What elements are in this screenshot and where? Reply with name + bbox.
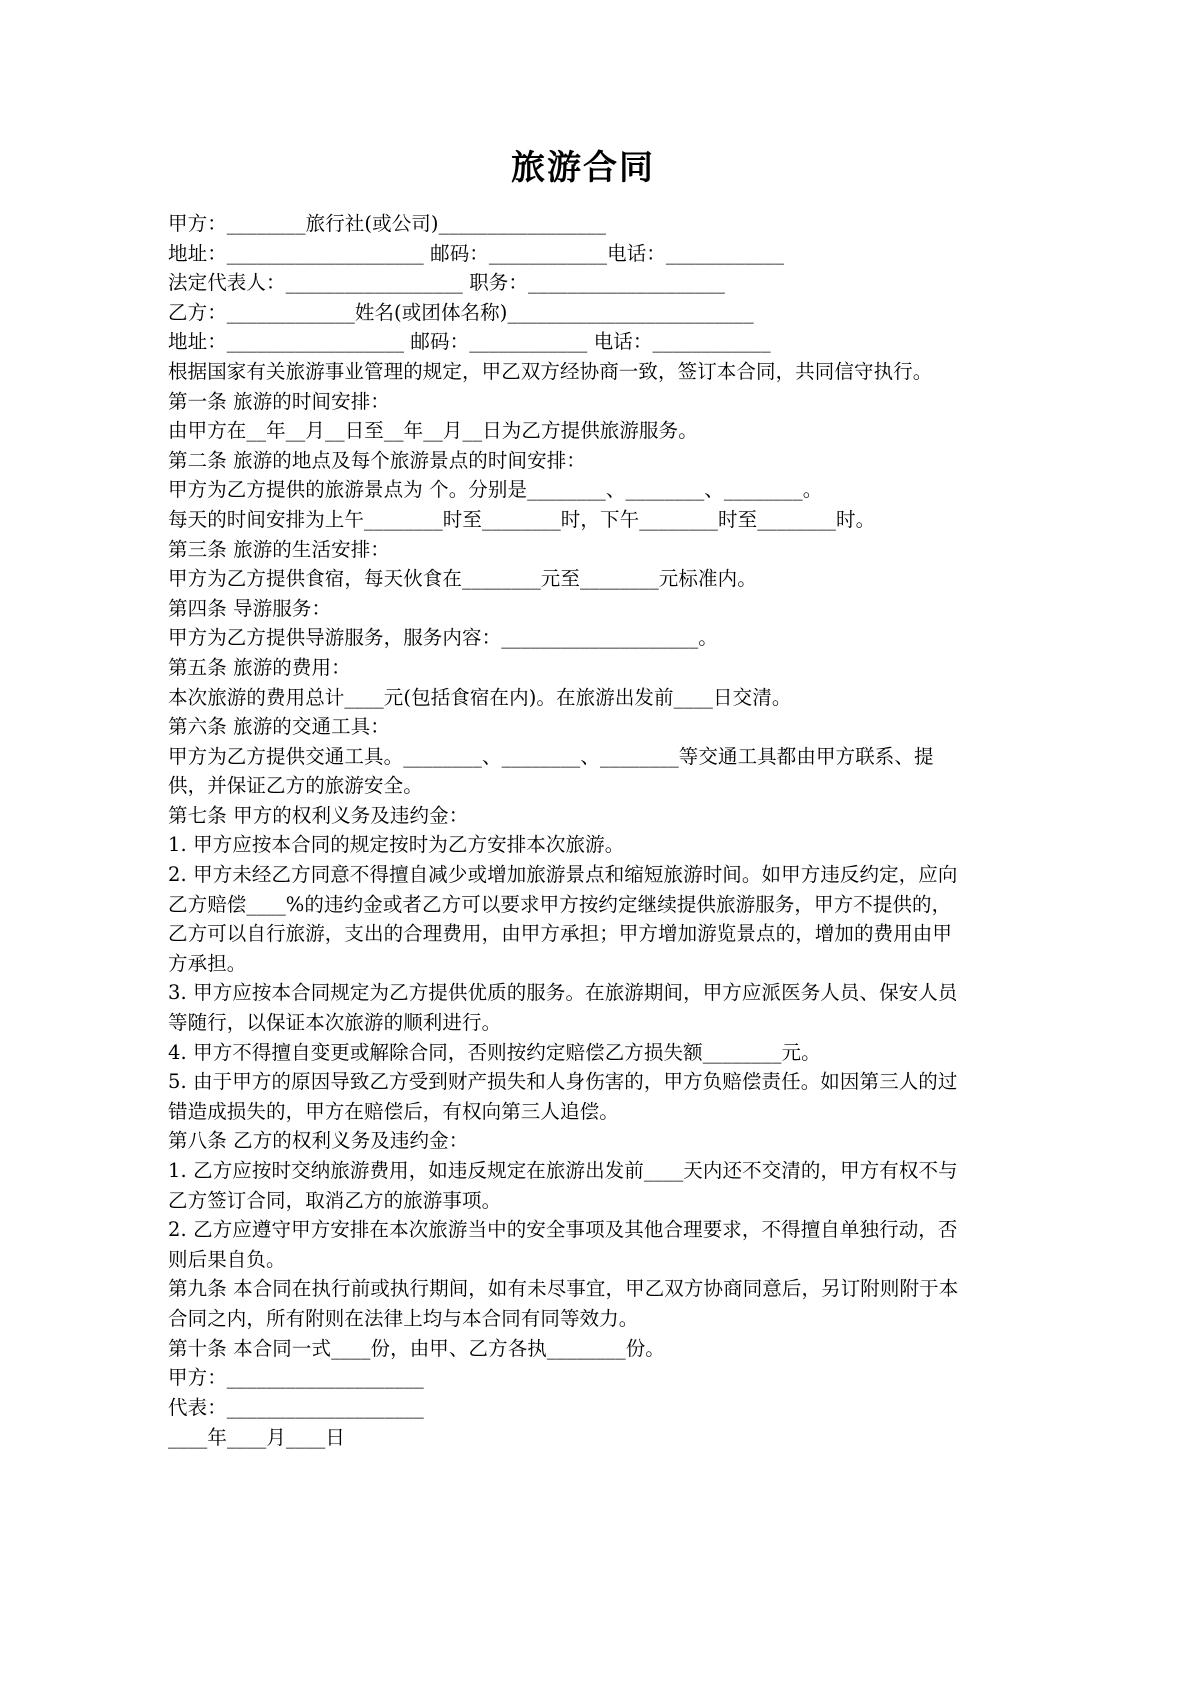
article-7-heading: 第七条 甲方的权利义务及违约金： bbox=[168, 803, 469, 827]
article-3-heading: 第三条 旅游的生活安排： bbox=[168, 537, 390, 561]
article-1-para-1: 由甲方在__年__月__日至__年__月__日为乙方提供旅游服务。 bbox=[168, 419, 698, 443]
article-9-heading: 第九条 本合同在执行前或执行期间，如有未尽事宜，甲乙双方协商同意后，另订附则附于本合同之内，所有附则在法律上均与本合同有同等效力。 bbox=[168, 1277, 959, 1330]
party-b-name-line: 乙方：_____________姓名(或团体名称)_________________________ bbox=[168, 300, 754, 324]
document-body bbox=[168, 145, 968, 1453]
article-7-item-4: 4. 甲方不得擅自变更或解除合同，否则按约定赔偿乙方损失额________元。 bbox=[168, 1040, 821, 1064]
party-a-name-line: 甲方：________旅行社(或公司)_________________ bbox=[168, 212, 607, 235]
article-6-heading: 第六条 旅游的交通工具： bbox=[168, 715, 390, 739]
article-2-heading: 第二条 旅游的地点及每个旅游景点的时间安排： bbox=[168, 448, 586, 472]
preamble: 根据国家有关旅游事业管理的规定，甲乙双方经协商一致，签订本合同，共同信守执行。 bbox=[168, 359, 933, 383]
page-title: 旅游合同 bbox=[511, 148, 655, 188]
article-8-item-2: 2. 乙方应遵守甲方安排在本次旅游当中的安全事项及其他合理要求，不得擅自单独行动，否则后果自负。 bbox=[168, 1218, 958, 1271]
article-8-item-1: 1. 乙方应按时交纳旅游费用，如违反规定在旅游出发前____天内还不交清的，甲方有权不与乙方签订合同，取消乙方的旅游事项。 bbox=[168, 1159, 958, 1212]
signature-representative: 代表：____________________ bbox=[168, 1396, 424, 1420]
article-4-heading: 第四条 导游服务： bbox=[168, 596, 332, 620]
article-7-item-3: 3. 甲方应按本合同规定为乙方提供优质的服务。在旅游期间，甲方应派医务人员、保安人员等随行，以保证本次旅游的顺利进行。 bbox=[168, 981, 958, 1035]
article-5-heading: 第五条 旅游的费用： bbox=[168, 655, 351, 679]
article-7-item-2: 2. 甲方未经乙方同意不得擅自减少或增加旅游景点和缩短旅游时间。如甲方违反约定，应向乙方赔偿____%的违约金或者乙方可以要求甲方按约定继续提供旅游服务，甲方不提供的，乙方可以自行旅游，支出的合理费用，由甲方承担；甲方增加游览景点的，增加的费用由甲方承担。 bbox=[168, 863, 958, 975]
article-5-para-1: 本次旅游的费用总计____元(包括食宿在内)。在旅游出发前____日交清。 bbox=[168, 685, 792, 709]
party-a-legal-rep-line: 法定代表人：__________________ 职务：____________________ bbox=[168, 271, 725, 295]
article-6-para-1: 甲方为乙方提供交通工具。________、________、________等交通工具都由甲方联系、提供，并保证乙方的旅游安全。 bbox=[168, 744, 934, 798]
signature-block bbox=[168, 1363, 968, 1453]
article-2-para-1: 甲方为乙方提供的旅游景点为 个。分别是________、________、________。 bbox=[168, 478, 823, 502]
article-8-heading: 第八条 乙方的权利义务及违约金： bbox=[168, 1129, 469, 1153]
party-a-address-line: 地址：____________________ 邮码：____________电话：____________ bbox=[168, 241, 785, 265]
party-b-address-line: 地址：__________________ 邮码：____________ 电话：____________ bbox=[168, 330, 771, 354]
article-3-para-1: 甲方为乙方提供食宿，每天伙食在________元至________元标准内。 bbox=[168, 567, 757, 591]
article-7-item-5: 5. 由于甲方的原因导致乙方受到财产损失和人身伤害的，甲方负赔偿责任。如因第三人的过错造成损失的，甲方在赔偿后，有权向第三人追偿。 bbox=[168, 1070, 958, 1123]
article-4-para-1: 甲方为乙方提供导游服务，服务内容：____________________。 bbox=[168, 626, 718, 650]
article-1-heading: 第一条 旅游的时间安排： bbox=[168, 389, 390, 413]
article-7-item-1: 1. 甲方应按本合同的规定按时为乙方安排本次旅游。 bbox=[168, 833, 625, 857]
article-10-heading: 第十条 本合同一式____份，由甲、乙方各执________份。 bbox=[168, 1336, 665, 1360]
signature-date: ____年____月____日 bbox=[168, 1426, 345, 1450]
article-2-para-2: 每天的时间安排为上午________时至________时，下午________时至________时。 bbox=[168, 507, 876, 531]
signature-party-a: 甲方：____________________ bbox=[168, 1366, 424, 1390]
